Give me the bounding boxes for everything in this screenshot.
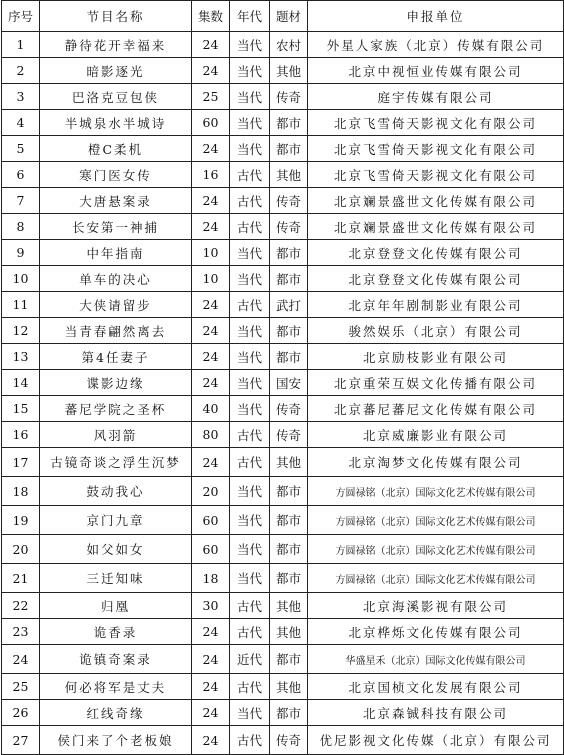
cell-genre: 武打 [270,292,308,318]
cell-episodes: 25 [192,84,230,110]
cell-era: 古代 [230,619,270,645]
cell-no: 4 [2,110,40,136]
cell-name: 当青春翩然离去 [40,318,192,344]
cell-no: 21 [2,564,40,593]
cell-episodes: 80 [192,422,230,448]
cell-era: 当代 [230,700,270,726]
cell-no: 15 [2,396,40,422]
cell-era: 古代 [230,188,270,214]
cell-genre: 其他 [270,448,308,477]
cell-genre: 都市 [270,564,308,593]
cell-era: 古代 [230,593,270,619]
cell-unit: 华盛星禾（北京）国际文化传媒有限公司 [308,645,564,674]
cell-no: 12 [2,318,40,344]
cell-episodes: 24 [192,726,230,755]
cell-no: 8 [2,214,40,240]
cell-no: 25 [2,674,40,700]
cell-name: 古镜奇谈之浮生沉梦 [40,448,192,477]
cell-episodes: 24 [192,370,230,396]
cell-era: 当代 [230,58,270,84]
cell-unit: 北京威廉影业有限公司 [308,422,564,448]
cell-episodes: 10 [192,240,230,266]
cell-era: 古代 [230,292,270,318]
cell-unit: 庭宇传媒有限公司 [308,84,564,110]
cell-unit: 北京森铖科技有限公司 [308,700,564,726]
cell-genre: 都市 [270,344,308,370]
cell-name: 三迁知味 [40,564,192,593]
header-era: 年代 [230,1,270,32]
table-row [2,266,564,292]
cell-no: 6 [2,162,40,188]
cell-name: 半城泉水半城诗 [40,110,192,136]
cell-genre: 都市 [270,506,308,535]
cell-genre: 都市 [270,535,308,564]
cell-episodes: 20 [192,477,230,506]
header-unit: 申报单位 [308,1,564,32]
cell-era: 古代 [230,674,270,700]
cell-unit: 外星人家族（北京）传媒有限公司 [308,32,564,58]
cell-genre: 其他 [270,619,308,645]
cell-unit: 北京登登文化传媒有限公司 [308,266,564,292]
cell-episodes: 16 [192,162,230,188]
table-row [2,593,564,619]
cell-genre: 传奇 [270,214,308,240]
cell-episodes: 24 [192,448,230,477]
drama-registration-table [1,0,564,755]
cell-genre: 传奇 [270,84,308,110]
cell-no: 18 [2,477,40,506]
cell-genre: 都市 [270,318,308,344]
cell-era: 当代 [230,370,270,396]
cell-genre: 其他 [270,58,308,84]
cell-era: 当代 [230,240,270,266]
cell-genre: 都市 [270,240,308,266]
cell-episodes: 24 [192,318,230,344]
cell-episodes: 24 [192,700,230,726]
cell-genre: 农村 [270,32,308,58]
cell-name: 长安第一神捕 [40,214,192,240]
cell-episodes: 24 [192,645,230,674]
table-row [2,32,564,58]
cell-name: 何必将军是丈夫 [40,674,192,700]
cell-episodes: 24 [192,58,230,84]
cell-era: 当代 [230,396,270,422]
table-row [2,370,564,396]
header-row [2,1,564,32]
cell-name: 大唐悬案录 [40,188,192,214]
cell-genre: 传奇 [270,188,308,214]
table-row [2,240,564,266]
cell-genre: 其他 [270,162,308,188]
cell-era: 当代 [230,32,270,58]
header-no: 序号 [2,1,40,32]
cell-no: 1 [2,32,40,58]
table-row [2,448,564,477]
cell-name: 大侠请留步 [40,292,192,318]
cell-episodes: 40 [192,396,230,422]
cell-no: 20 [2,535,40,564]
cell-name: 单车的决心 [40,266,192,292]
table-row [2,700,564,726]
table-row [2,318,564,344]
cell-unit: 北京重荣互娱文化传播有限公司 [308,370,564,396]
cell-episodes: 24 [192,674,230,700]
table-row [2,477,564,506]
cell-episodes: 24 [192,136,230,162]
cell-unit: 北京年年剧制影业有限公司 [308,292,564,318]
cell-genre: 都市 [270,136,308,162]
cell-no: 13 [2,344,40,370]
cell-genre: 国安 [270,370,308,396]
cell-name: 归凰 [40,593,192,619]
cell-unit: 方圆禄铭（北京）国际文化艺术传媒有限公司 [308,477,564,506]
cell-era: 古代 [230,422,270,448]
cell-name: 鼓动我心 [40,477,192,506]
cell-name: 如父如女 [40,535,192,564]
cell-genre: 都市 [270,477,308,506]
cell-unit: 方圆禄铭（北京）国际文化艺术传媒有限公司 [308,564,564,593]
cell-genre: 都市 [270,266,308,292]
cell-no: 2 [2,58,40,84]
cell-no: 7 [2,188,40,214]
header-episodes: 集数 [192,1,230,32]
cell-name: 京门九章 [40,506,192,535]
cell-genre: 都市 [270,700,308,726]
cell-genre: 传奇 [270,726,308,755]
table-row [2,58,564,84]
cell-genre: 其他 [270,593,308,619]
cell-episodes: 30 [192,593,230,619]
cell-episodes: 24 [192,188,230,214]
cell-genre: 其他 [270,674,308,700]
cell-no: 10 [2,266,40,292]
cell-name: 中年指南 [40,240,192,266]
table-row [2,188,564,214]
cell-no: 11 [2,292,40,318]
cell-era: 当代 [230,318,270,344]
cell-unit: 北京励枝影业有限公司 [308,344,564,370]
cell-era: 当代 [230,506,270,535]
cell-genre: 传奇 [270,396,308,422]
cell-episodes: 18 [192,564,230,593]
cell-era: 古代 [230,214,270,240]
cell-name: 蕃尼学院之圣杯 [40,396,192,422]
cell-genre: 都市 [270,645,308,674]
header-genre: 题材 [270,1,308,32]
cell-name: 侯门来了个老板娘 [40,726,192,755]
cell-no: 14 [2,370,40,396]
cell-unit: 方圆禄铭（北京）国际文化艺术传媒有限公司 [308,535,564,564]
table-row [2,535,564,564]
table-row [2,726,564,755]
cell-episodes: 60 [192,110,230,136]
cell-name: 第4任妻子 [40,344,192,370]
cell-unit: 优尼影视文化传媒（北京）有限公司 [308,726,564,755]
cell-unit: 北京飞雪倚天影视文化有限公司 [308,162,564,188]
cell-unit: 北京海溪影视有限公司 [308,593,564,619]
cell-era: 近代 [230,645,270,674]
cell-episodes: 60 [192,535,230,564]
cell-era: 当代 [230,477,270,506]
cell-no: 23 [2,619,40,645]
cell-unit: 北京国桢文化发展有限公司 [308,674,564,700]
table-row [2,396,564,422]
cell-episodes: 24 [192,292,230,318]
cell-episodes: 60 [192,506,230,535]
cell-era: 当代 [230,535,270,564]
cell-no: 9 [2,240,40,266]
table-row [2,344,564,370]
table-row [2,564,564,593]
cell-name: 谍影边缘 [40,370,192,396]
cell-no: 27 [2,726,40,755]
cell-no: 26 [2,700,40,726]
cell-no: 16 [2,422,40,448]
cell-name: 橙C柔机 [40,136,192,162]
cell-era: 古代 [230,162,270,188]
cell-era: 当代 [230,564,270,593]
cell-episodes: 24 [192,32,230,58]
cell-no: 17 [2,448,40,477]
table-row [2,84,564,110]
cell-no: 24 [2,645,40,674]
cell-unit: 北京飞雪倚天影视文化有限公司 [308,110,564,136]
cell-name: 巴洛克豆包侠 [40,84,192,110]
cell-episodes: 24 [192,344,230,370]
table-row [2,162,564,188]
cell-no: 19 [2,506,40,535]
cell-era: 当代 [230,344,270,370]
cell-unit: 北京斓景盛世文化传媒有限公司 [308,214,564,240]
cell-name: 暗影逐光 [40,58,192,84]
table-row [2,422,564,448]
cell-genre: 都市 [270,110,308,136]
cell-era: 当代 [230,266,270,292]
cell-name: 诡镇奇案录 [40,645,192,674]
cell-era: 当代 [230,110,270,136]
cell-unit: 北京登登文化传媒有限公司 [308,240,564,266]
cell-unit: 北京斓景盛世文化传媒有限公司 [308,188,564,214]
cell-era: 当代 [230,84,270,110]
table-row [2,136,564,162]
cell-no: 5 [2,136,40,162]
table-row [2,619,564,645]
table-row [2,506,564,535]
cell-episodes: 24 [192,619,230,645]
table-row [2,110,564,136]
cell-era: 古代 [230,448,270,477]
cell-name: 静待花开幸福来 [40,32,192,58]
cell-unit: 北京蕃尼蕃尼文化传媒有限公司 [308,396,564,422]
cell-unit: 北京飞雪倚天影视文化有限公司 [308,136,564,162]
cell-name: 寒门医女传 [40,162,192,188]
table-row [2,645,564,674]
cell-era: 当代 [230,136,270,162]
cell-name: 诡香录 [40,619,192,645]
cell-episodes: 10 [192,266,230,292]
cell-name: 红线奇缘 [40,700,192,726]
cell-era: 古代 [230,726,270,755]
cell-no: 22 [2,593,40,619]
cell-unit: 北京淘梦文化传媒有限公司 [308,448,564,477]
cell-unit: 北京桦烁文化传媒有限公司 [308,619,564,645]
cell-genre: 传奇 [270,422,308,448]
cell-unit: 方圆禄铭（北京）国际文化艺术传媒有限公司 [308,506,564,535]
table-row [2,674,564,700]
header-name: 节目名称 [40,1,192,32]
cell-unit: 北京中视恒业传媒有限公司 [308,58,564,84]
cell-episodes: 24 [192,214,230,240]
cell-no: 3 [2,84,40,110]
table-row [2,292,564,318]
cell-name: 风羽箭 [40,422,192,448]
cell-unit: 骏然娱乐（北京）有限公司 [308,318,564,344]
table-row [2,214,564,240]
